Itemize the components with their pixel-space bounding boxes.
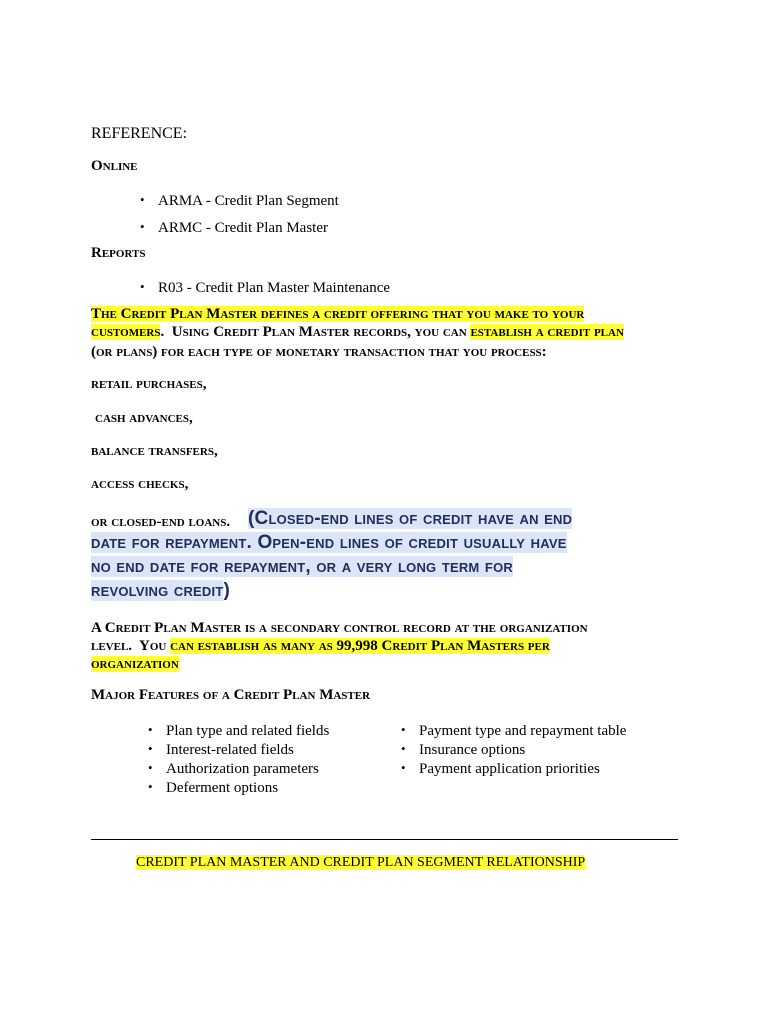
list-item: • ARMC - Credit Plan Master	[140, 219, 328, 236]
secondary-line-2: level. You can establish as many as 99,998 Credit Plan Masters per	[91, 638, 550, 654]
list-item: • Insurance options	[401, 741, 526, 758]
features-heading: Major Features of a Credit Plan Master	[91, 687, 371, 703]
list-item: • Deferment options	[148, 779, 279, 796]
bullet-icon: •	[140, 219, 145, 234]
relationship-heading: CREDIT PLAN MASTER AND CREDIT PLAN SEGMENT RELATIONSHIP	[136, 855, 586, 870]
transaction-balance: balance transfers,	[91, 443, 218, 459]
list-item: • Payment application priorities	[401, 760, 600, 777]
secondary-line-1: A Credit Plan Master is a secondary control record at the organization	[91, 620, 588, 636]
bullet-icon: •	[148, 741, 153, 756]
bullet-icon: •	[140, 192, 145, 207]
closed-end-note-line-1: (Closed-end lines of credit have an end	[248, 508, 573, 529]
closed-end-note-line-2: date for repayment. Open-end lines of credit usually have	[91, 532, 567, 553]
secondary-line-3: organization	[91, 656, 179, 672]
closed-end-note-line-4: revolving credit)	[91, 580, 230, 601]
transaction-cash: cash advances,	[95, 410, 193, 426]
closed-end-note-line-3: no end date for repayment, or a very long term for	[91, 556, 513, 577]
transaction-closed-end: or closed-end loans.	[91, 514, 231, 530]
bullet-icon: •	[140, 279, 145, 294]
list-item: • R03 - Credit Plan Master Maintenance	[140, 279, 391, 296]
bullet-icon: •	[401, 741, 406, 756]
bullet-icon: •	[148, 779, 153, 794]
bullet-icon: •	[401, 760, 406, 775]
intro-line-1: The Credit Plan Master defines a credit offering that you make to your	[91, 306, 585, 322]
section-divider	[91, 839, 678, 840]
bullet-icon: •	[148, 760, 153, 775]
intro-line-3: (or plans) for each type of monetary transaction that you process:	[91, 344, 547, 360]
list-item: • Authorization parameters	[148, 760, 319, 777]
list-item: • Interest-related fields	[148, 741, 294, 758]
online-heading: Online	[91, 158, 138, 174]
bullet-icon: •	[401, 722, 406, 737]
reports-heading: Reports	[91, 245, 146, 261]
list-item: • Payment type and repayment table	[401, 722, 627, 739]
intro-line-2: customers. Using Credit Plan Master records, you can establish a credit plan	[91, 324, 624, 340]
list-item: • ARMA - Credit Plan Segment	[140, 192, 339, 209]
bullet-icon: •	[148, 722, 153, 737]
transaction-access: access checks,	[91, 476, 189, 492]
reference-heading: REFERENCE:	[91, 125, 188, 142]
transaction-retail: retail purchases,	[91, 376, 207, 392]
list-item: • Plan type and related fields	[148, 722, 330, 739]
